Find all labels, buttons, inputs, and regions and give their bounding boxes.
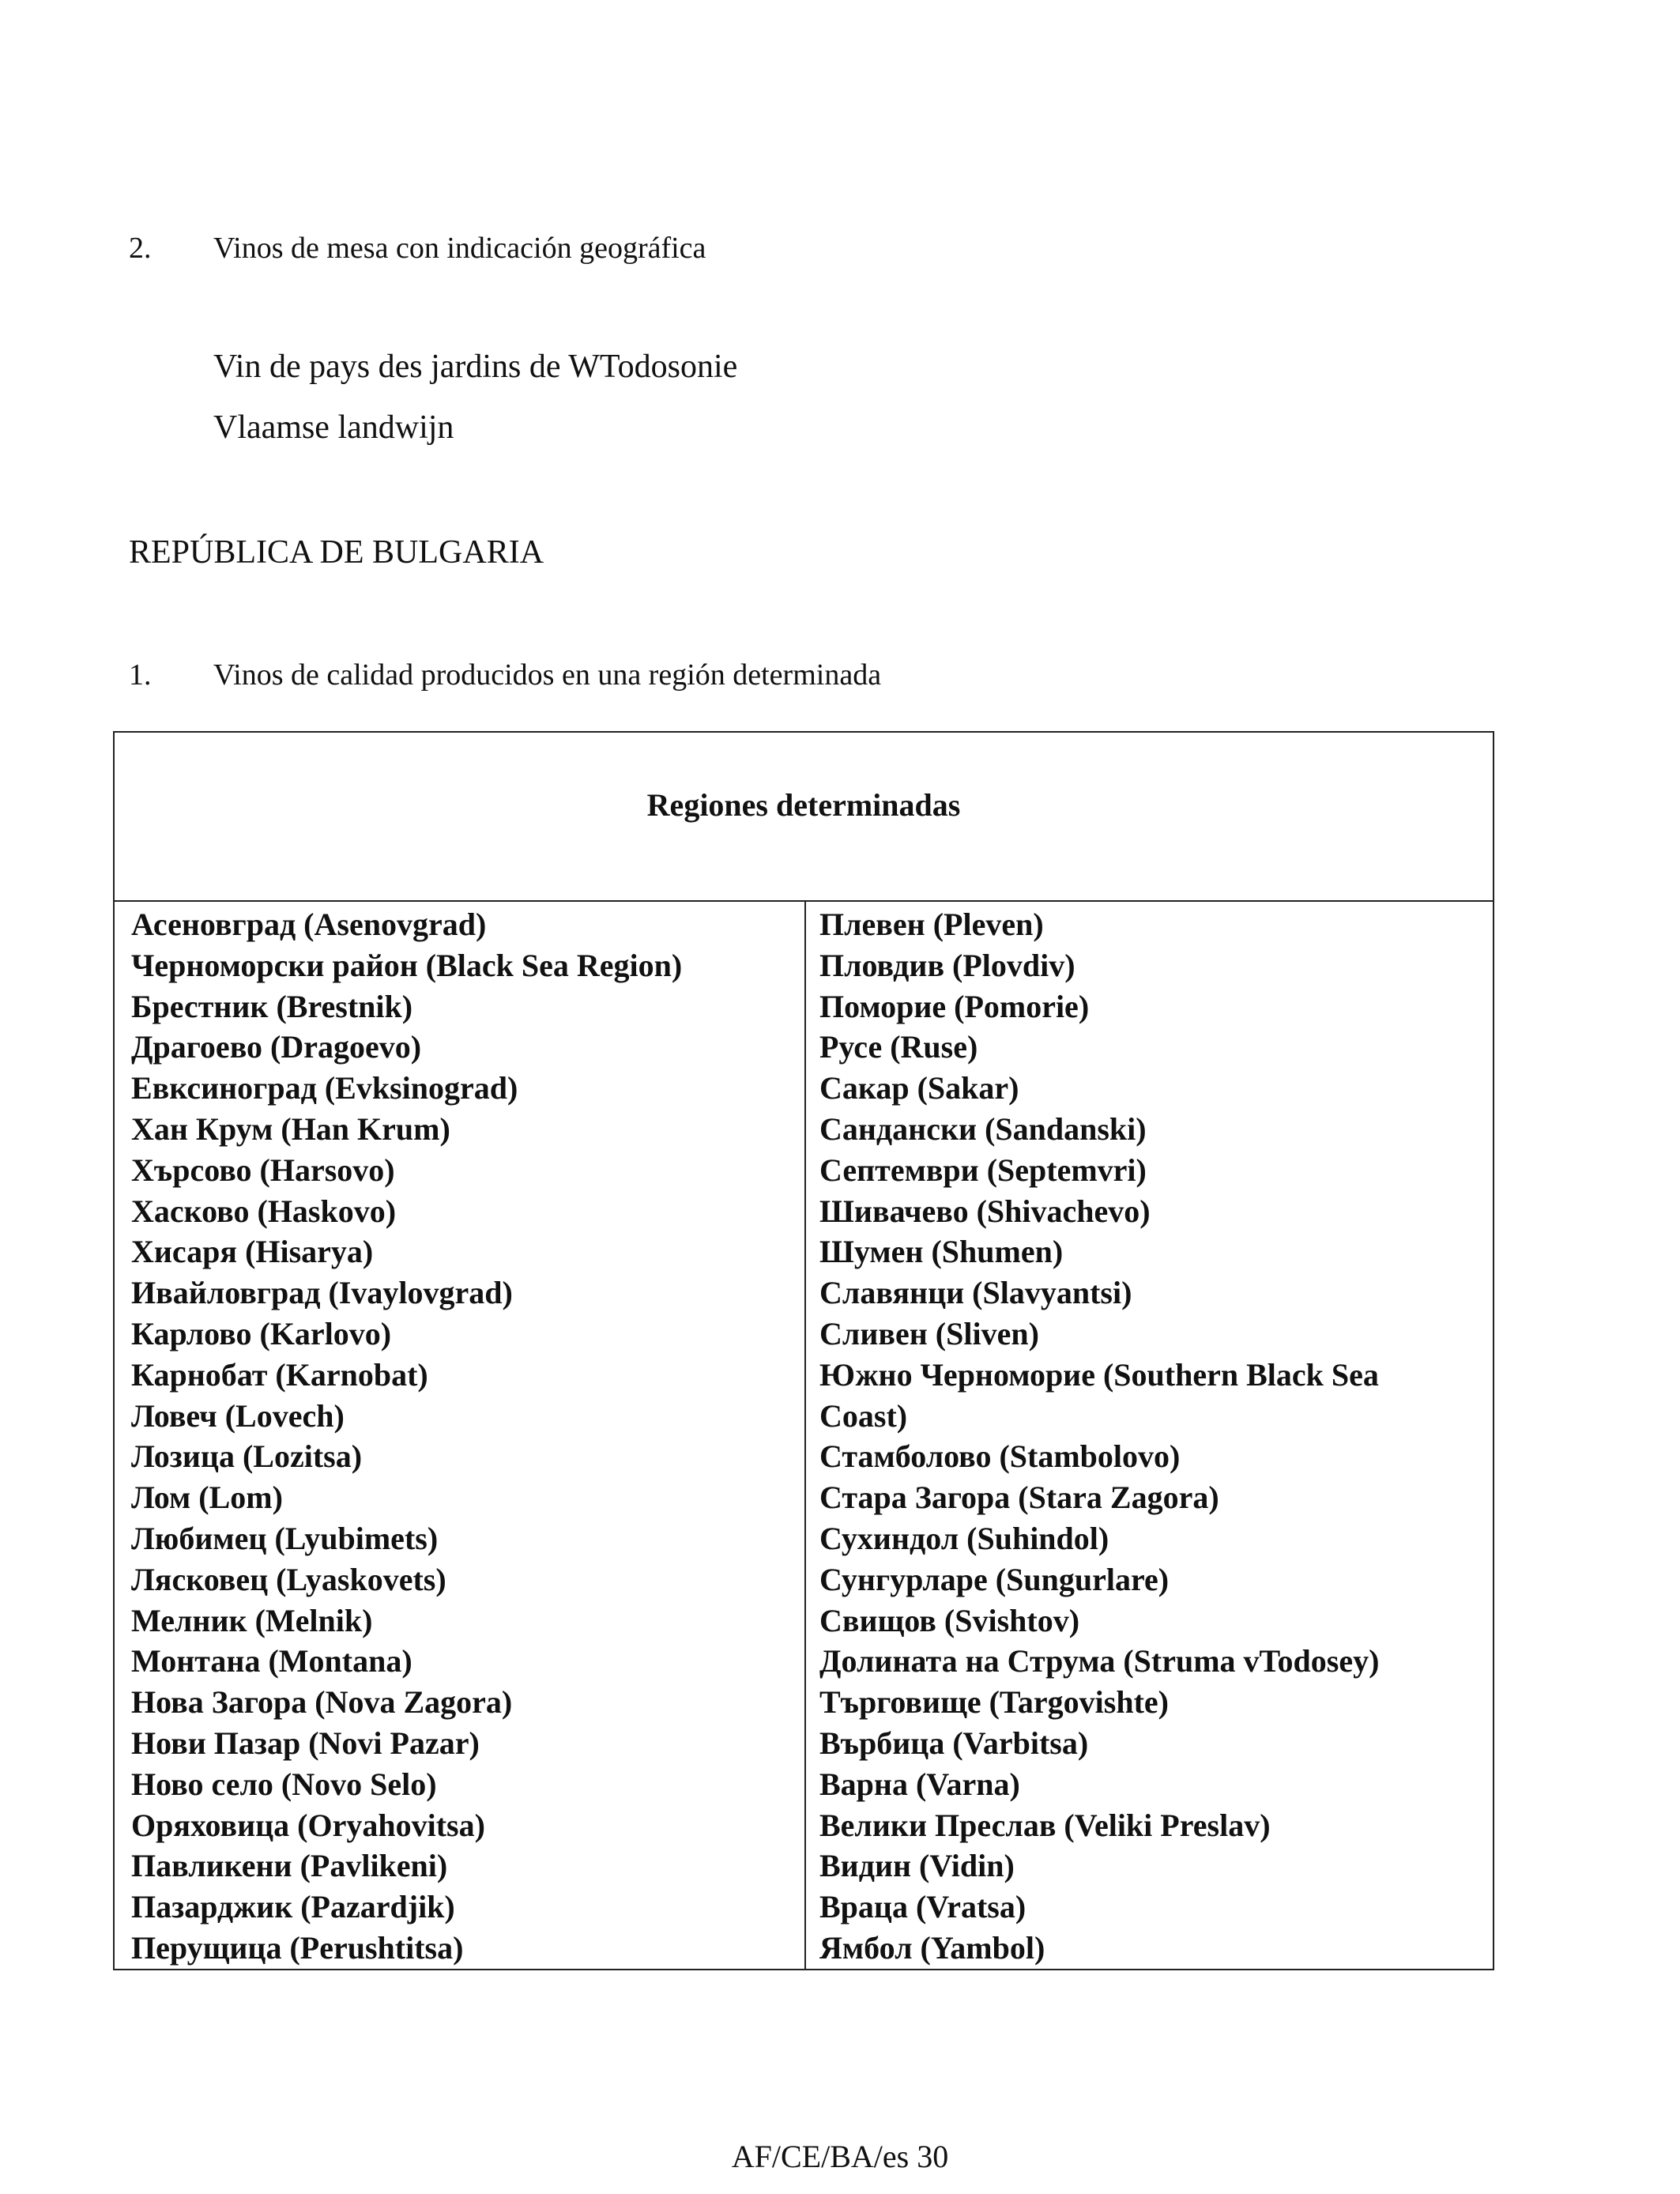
section-1-title: Vinos de calidad producidos en una región determinada — [213, 658, 882, 692]
region-list-item: Пазарджик (Pazardjik) — [131, 1889, 455, 1925]
region-list-item: Сливен (Sliven) — [819, 1315, 1039, 1351]
region-list-item: Нова Загора (Nova Zagora) — [131, 1684, 513, 1721]
region-list-item: Драгоево (Dragoevo) — [131, 1029, 422, 1065]
page-footer: AF/CE/BA/es 30 — [731, 2139, 949, 2174]
region-list-item: Лозица (Lozitsa) — [131, 1438, 363, 1475]
regions-table — [113, 731, 1494, 1970]
region-list-item: Мелник (Melnik) — [131, 1602, 373, 1638]
region-list-item: Лом (Lom) — [131, 1480, 283, 1516]
region-list-item: Търговище (Targovishte) — [819, 1684, 1169, 1721]
region-list-item: Ямбол (Yambol) — [819, 1929, 1045, 1966]
region-list-item: Ивайловград (Ivaylovgrad) — [131, 1275, 513, 1311]
region-list-item: Варна (Varna) — [819, 1766, 1020, 1802]
region-list-item: Любимец (Lyubimets) — [131, 1520, 439, 1556]
region-list-item: Черноморски район (Black Sea Region) — [131, 947, 683, 983]
region-list-item: Coast) — [819, 1397, 908, 1434]
table-header-cell — [115, 733, 1493, 902]
region-list-item: Долината на Струма (Struma vTodosey) — [819, 1643, 1380, 1679]
region-list-item: Карлово (Karlovo) — [131, 1315, 392, 1351]
region-list-item: Оряховица (Oryahovitsa) — [131, 1807, 485, 1843]
region-list-item: Славянци (Slavyantsi) — [819, 1275, 1132, 1311]
region-list-item: Стара Загора (Stara Zagora) — [819, 1480, 1219, 1516]
region-list-item: Хан Крум (Han Krum) — [131, 1110, 450, 1147]
region-list-item: Септември (Septemvri) — [819, 1152, 1147, 1188]
region-list-item: Свищов (Svishtov) — [819, 1602, 1080, 1638]
region-list-item: Хърсово (Harsovo) — [131, 1152, 395, 1188]
region-list-item: Поморие (Pomorie) — [819, 988, 1090, 1024]
region-list-item: Монтана (Montana) — [131, 1643, 412, 1679]
region-list-item: Перущица (Perushtitsa) — [131, 1929, 464, 1966]
section-2-number: 2. — [129, 232, 152, 265]
column-divider — [804, 902, 806, 1969]
region-list-item: Русе (Ruse) — [819, 1029, 978, 1065]
region-list-item: Хисаря (Hisarya) — [131, 1234, 374, 1270]
region-list-item: Сакар (Sakar) — [819, 1070, 1019, 1106]
region-list-item: Хасково (Haskovo) — [131, 1193, 397, 1229]
region-list-item: Сухиндол (Suhindol) — [819, 1520, 1109, 1556]
region-list-item: Пловдив (Plovdiv) — [819, 947, 1075, 983]
table-wine-item-1: Vin de pays des jardins de WTodosonie — [213, 349, 738, 385]
region-list-item: Враца (Vratsa) — [819, 1889, 1026, 1925]
region-list-item: Южно Черноморие (Southern Black Sea — [819, 1356, 1379, 1393]
left-region-column — [131, 904, 795, 1969]
region-list-item: Ново село (Novo Selo) — [131, 1766, 437, 1802]
region-list-item: Сунгурларе (Sungurlare) — [819, 1561, 1170, 1597]
region-list-item: Евксиноград (Evksinograd) — [131, 1070, 518, 1106]
table-wine-item-2: Vlaamse landwijn — [213, 409, 454, 446]
region-list-item: Асеновград (Asenovgrad) — [131, 907, 487, 942]
country-heading: REPÚBLICA DE BULGARIA — [129, 534, 544, 571]
region-list-item: Карнобат (Karnobat) — [131, 1356, 428, 1393]
region-list-item: Ловеч (Lovech) — [131, 1397, 345, 1434]
region-list-item: Плевен (Pleven) — [819, 907, 1044, 942]
region-list-item: Върбица (Varbitsa) — [819, 1725, 1089, 1761]
region-list-item: Брестник (Brestnik) — [131, 988, 413, 1024]
region-list-item: Нови Пазар (Novi Pazar) — [131, 1725, 480, 1761]
region-list-item: Стамболово (Stambolovo) — [819, 1438, 1181, 1475]
region-list-item: Шивачево (Shivachevo) — [819, 1193, 1151, 1229]
region-list-item: Лясковец (Lyaskovets) — [131, 1561, 446, 1597]
right-region-column — [819, 904, 1483, 1969]
region-list-item: Сандански (Sandanski) — [819, 1110, 1147, 1147]
section-1-number: 1. — [129, 658, 152, 692]
section-2-title: Vinos de mesa con indicación geográfica — [213, 232, 706, 265]
region-list-item: Шумен (Shumen) — [819, 1234, 1064, 1270]
region-list-item: Павликени (Pavlikeni) — [131, 1848, 448, 1884]
region-list-item: Видин (Vidin) — [819, 1848, 1015, 1884]
table-header-text: Regiones determinadas — [646, 787, 961, 823]
region-list-item: Велики Преслав (Veliki Preslav) — [819, 1807, 1271, 1843]
